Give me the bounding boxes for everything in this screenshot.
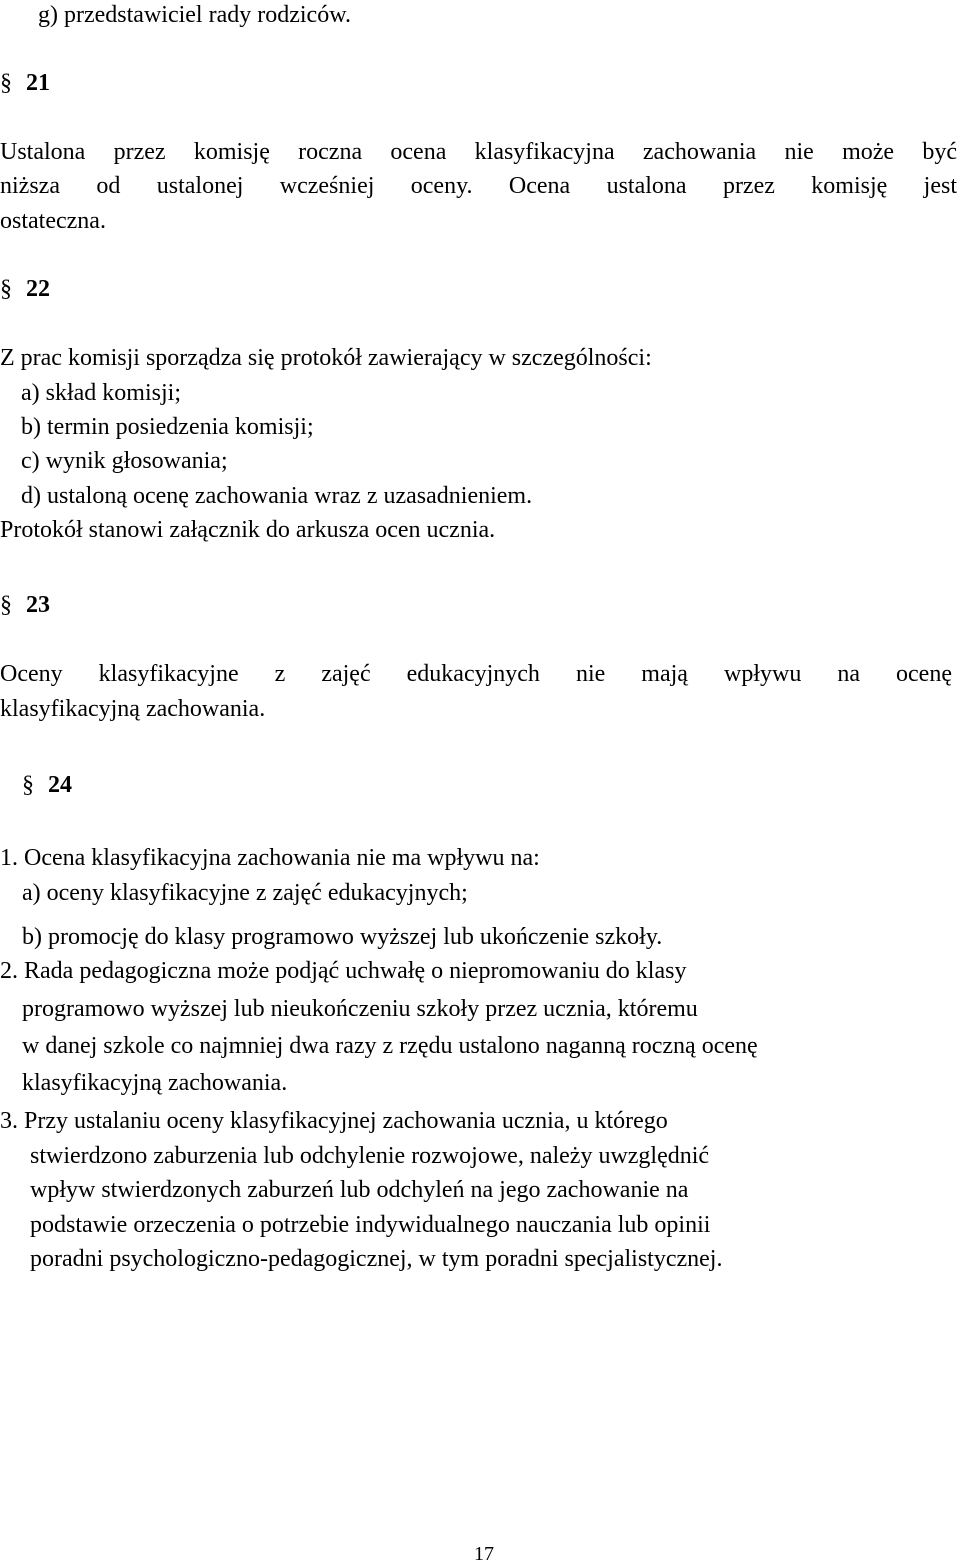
paragraph-line: wpływ stwierdzonych zaburzeń lub odchyleń na jego zachowanie na — [30, 1177, 689, 1203]
paragraph-line: poradni psychologiczno-pedagogicznej, w tym poradni specjalistycznej. — [30, 1246, 723, 1272]
paragraph-line: Oceny klasyfikacyjne z zajęć edukacyjnych nie mają wpływu na ocenę — [0, 661, 952, 687]
section-symbol: § — [22, 772, 34, 798]
section-symbol: § — [0, 592, 12, 618]
section-number: 22 — [26, 276, 50, 302]
paragraph-line: niższa od ustalonej wcześniej oceny. Ocena ustalona przez komisję jest — [0, 173, 957, 199]
section-heading-23 — [0, 590, 50, 620]
paragraph-line: programowo wyższej lub nieukończeniu szkoły przez ucznia, któremu — [22, 996, 698, 1022]
numbered-point-1: 1. Ocena klasyfikacyjna zachowania nie ma wpływu na: — [0, 845, 540, 871]
paragraph-line: ostateczna. — [0, 208, 106, 234]
section-heading-24 — [22, 770, 72, 800]
section-number: 21 — [26, 70, 50, 96]
list-item: a) skład komisji; — [21, 380, 181, 406]
paragraph-closing: Protokół stanowi załącznik do arkusza ocen ucznia. — [0, 517, 496, 543]
section-number: 24 — [48, 772, 72, 798]
section-heading-22 — [0, 274, 50, 304]
list-item: b) promocję do klasy programowo wyższej lub ukończenie szkoły. — [22, 924, 663, 950]
paragraph-line: Ustalona przez komisję roczna ocena klasyfikacyjna zachowania nie może być — [0, 139, 957, 165]
list-item: d) ustaloną ocenę zachowania wraz z uzasadnieniem. — [21, 483, 533, 509]
paragraph-line: stwierdzono zaburzenia lub odchylenie rozwojowe, należy uwzględnić — [30, 1143, 710, 1169]
list-item: b) termin posiedzenia komisji; — [21, 414, 314, 440]
paragraph-line: podstawie orzeczenia o potrzebie indywidualnego nauczania lub opinii — [30, 1212, 711, 1238]
section-symbol: § — [0, 70, 12, 96]
section-heading-21 — [0, 68, 50, 98]
section-number: 23 — [26, 592, 50, 618]
paragraph-intro: Z prac komisji sporządza się protokół zawierający w szczególności: — [0, 345, 652, 371]
paragraph-line: klasyfikacyjną zachowania. — [22, 1070, 288, 1096]
page-number: 17 — [474, 1543, 494, 1565]
numbered-point-3: 3. Przy ustalaniu oceny klasyfikacyjnej zachowania ucznia, u którego — [0, 1108, 668, 1134]
paragraph-line: klasyfikacyjną zachowania. — [0, 696, 266, 722]
numbered-point-2: 2. Rada pedagogiczna może podjąć uchwałę o niepromowaniu do klasy — [0, 958, 687, 984]
section-symbol: § — [0, 276, 12, 302]
list-item-g: g) przedstawiciel rady rodziców. — [38, 2, 351, 28]
paragraph-line: w danej szkole co najmniej dwa razy z rzędu ustalono naganną roczną ocenę — [22, 1033, 758, 1059]
list-item: a) oceny klasyfikacyjne z zajęć edukacyjnych; — [22, 880, 468, 906]
list-item: c) wynik głosowania; — [21, 448, 228, 474]
